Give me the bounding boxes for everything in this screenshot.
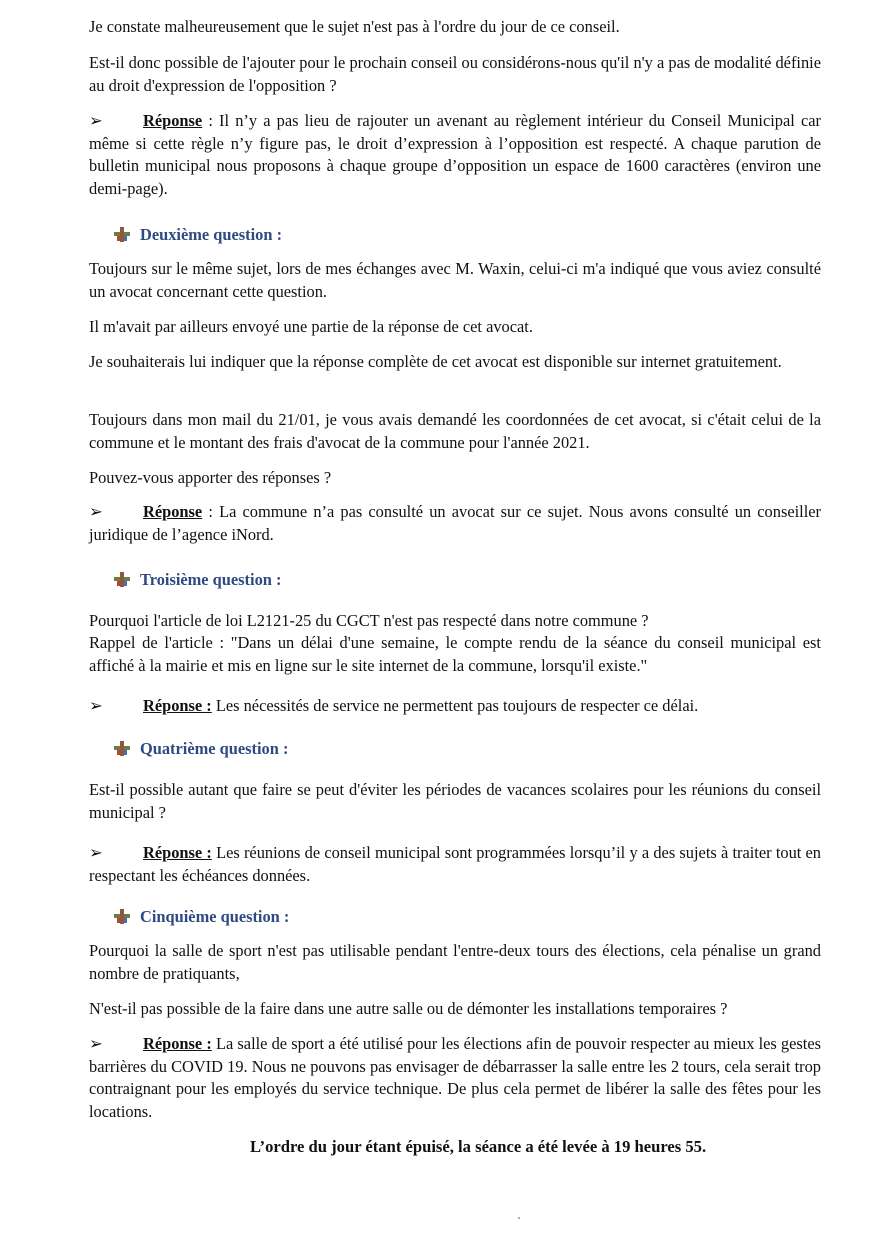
pin-icon bbox=[114, 572, 130, 587]
arrow-bullet-icon: ➢ bbox=[89, 111, 103, 130]
answer-label: Réponse bbox=[143, 502, 203, 521]
answer-text: La salle de sport a été utilisé pour les élections afin de pouvoir respecter au mieux les gestes barrières du COVID 19. Nous ne pouvons pas envisager de débarrasser la salle entre les 2 tours, cela serait trop contraignant pour les employés du service technique. De plus cela permet de libérer la salle des fêtes pour les locations. bbox=[89, 1034, 821, 1121]
question-2-title: Deuxième question : bbox=[140, 225, 283, 244]
answer-text: : La commune n’a pas consulté un avocat sur ce sujet. Nous avons consulté un conseiller juridique de l’agence iNord. bbox=[89, 502, 821, 544]
answer-4 bbox=[89, 842, 821, 887]
arrow-bullet-icon: ➢ bbox=[89, 1034, 103, 1053]
question-5-paragraph-2: N'est-il pas possible de la faire dans une autre salle ou de démonter les installations temporaires ? bbox=[89, 999, 728, 1018]
answer-text: Les réunions de conseil municipal sont programmées lorsqu’il y a des sujets à traiter tout en respectant les échéances données. bbox=[89, 843, 822, 885]
scan-speck bbox=[518, 1217, 520, 1219]
question-4-paragraph-1: Est-il possible autant que faire se peut d'éviter les périodes de vacances scolaires pour les réunions du conseil municipal ? bbox=[89, 780, 821, 822]
pin-icon bbox=[114, 909, 130, 924]
answer-3 bbox=[89, 695, 821, 718]
answer-label: Réponse : bbox=[143, 843, 212, 862]
question-3-heading bbox=[114, 569, 281, 591]
answer-label: Réponse : bbox=[143, 1034, 212, 1053]
answer-text: Les nécessités de service ne permettent pas toujours de respecter ce délai. bbox=[211, 696, 699, 715]
answer-text: : Il n’y a pas lieu de rajouter un avenant au règlement intérieur du Conseil Municipal car même si cette règle n’y figure pas, le droit d’expression à l’opposition est respecté. A chaque parution de bulletin municipal nous proposons à chaque groupe d’opposition un espace de 1600 caractères (environ une demi-page). bbox=[89, 111, 821, 198]
answer-label: Réponse : bbox=[143, 696, 212, 715]
closing-statement: L’ordre du jour étant épuisé, la séance a été levée à 19 heures 55. bbox=[250, 1137, 707, 1156]
question-2-paragraph-2: Il m'avait par ailleurs envoyé une partie de la réponse de cet avocat. bbox=[89, 317, 533, 336]
answer-2 bbox=[89, 501, 821, 546]
question-2-heading bbox=[114, 224, 282, 246]
question-5-title: Cinquième question : bbox=[140, 907, 290, 926]
answer-1 bbox=[89, 110, 821, 200]
question-3-paragraph-1: Pourquoi l'article de loi L2121-25 du CGCT n'est pas respecté dans notre commune ? bbox=[89, 611, 649, 630]
question-5-paragraph-1: Pourquoi la salle de sport n'est pas utilisable pendant l'entre-deux tours des élections, cela pénalise un grand nombre de pratiquants, bbox=[89, 941, 821, 983]
arrow-bullet-icon: ➢ bbox=[89, 696, 103, 715]
answer-label: Réponse bbox=[143, 111, 203, 130]
question-3-paragraph-2: Rappel de l'article : "Dans un délai d'une semaine, le compte rendu de la séance du conseil municipal est affiché à la mairie et mis en ligne sur le site internet de la commune, lorsqu'il existe." bbox=[89, 633, 821, 675]
question-2-paragraph-5: Pouvez-vous apporter des réponses ? bbox=[89, 468, 332, 487]
question-2-paragraph-1: Toujours sur le même sujet, lors de mes échanges avec M. Waxin, celui-ci m'a indiqué que vous aviez consulté un avocat concernant cette question. bbox=[89, 259, 821, 301]
question-2-paragraph-3: Je souhaiterais lui indiquer que la réponse complète de cet avocat est disponible sur internet gratuitement. bbox=[89, 352, 782, 371]
pin-icon bbox=[114, 227, 130, 242]
intro-paragraph-2: Est-il donc possible de l'ajouter pour le prochain conseil ou considérons-nous qu'il n'y a pas de modalité définie au droit d'expression de l'opposition ? bbox=[89, 53, 821, 95]
question-4-heading bbox=[114, 738, 288, 760]
arrow-bullet-icon: ➢ bbox=[89, 843, 103, 862]
question-2-paragraph-4: Toujours dans mon mail du 21/01, je vous avais demandé les coordonnées de cet avocat, si c'était celui de la commune et le montant des frais d'avocat de la commune pour l'année 2021. bbox=[89, 410, 821, 452]
intro-paragraph-1: Je constate malheureusement que le sujet n'est pas à l'ordre du jour de ce conseil. bbox=[89, 17, 620, 36]
question-4-title: Quatrième question : bbox=[140, 739, 289, 758]
question-5-heading bbox=[114, 906, 289, 928]
arrow-bullet-icon: ➢ bbox=[89, 502, 103, 521]
question-3-title: Troisième question : bbox=[140, 570, 282, 589]
answer-5 bbox=[89, 1033, 821, 1123]
pin-icon bbox=[114, 741, 130, 756]
